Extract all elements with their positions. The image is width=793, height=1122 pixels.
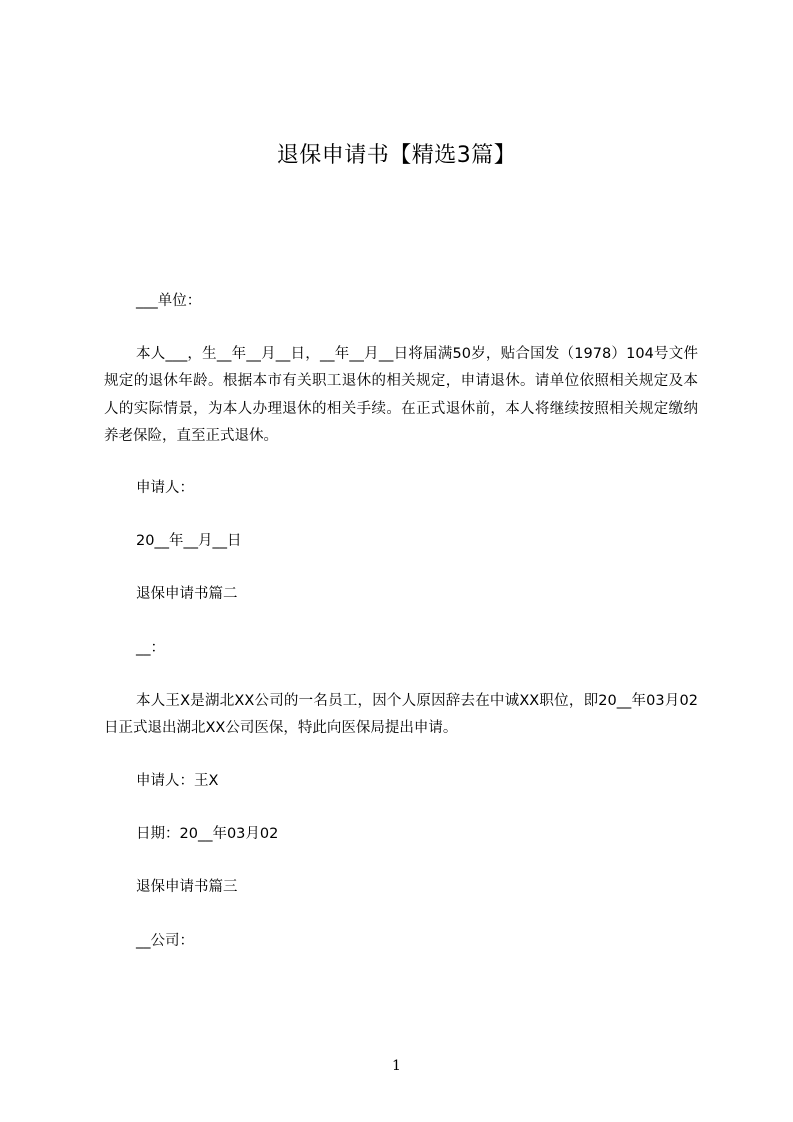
section1-applicant: 申请人： — [136, 480, 194, 496]
section2-applicant: 申请人：王X — [136, 773, 219, 789]
document-title: 退保申请书【精选3篇】 — [276, 143, 517, 168]
section1-date: 20__年__月__日 — [136, 533, 242, 549]
section2-salutation: __： — [136, 640, 165, 656]
section1-body: 本人___，生__年__月__日，__年__月__日将届满50岁，贴合国发（1978）104号文件规定的退休年龄。根据本市有关职工退休的相关规定，申请退休。请单位依照相关规定及本人的实际情景，为本人办理退休的相关手续。在正式退休前，本人将继续按照相关规定缴纳养老保险，直至正式退休。 — [104, 346, 698, 444]
section3-salutation: __公司： — [136, 933, 194, 949]
section1-salutation: ___单位： — [136, 293, 202, 309]
page-number: 1 — [392, 1058, 401, 1074]
section2-body: 本人王X是湖北XX公司的一名员工，因个人原因辞去在中诚XX职位，即20__年03月02日正式退出湖北XX公司医保，特此向医保局提出申请。 — [104, 693, 698, 737]
section3-heading: 退保申请书篇三 — [136, 879, 238, 895]
section2-date: 日期：20__年03月02 — [136, 826, 279, 842]
section2-heading: 退保申请书篇二 — [136, 586, 238, 602]
